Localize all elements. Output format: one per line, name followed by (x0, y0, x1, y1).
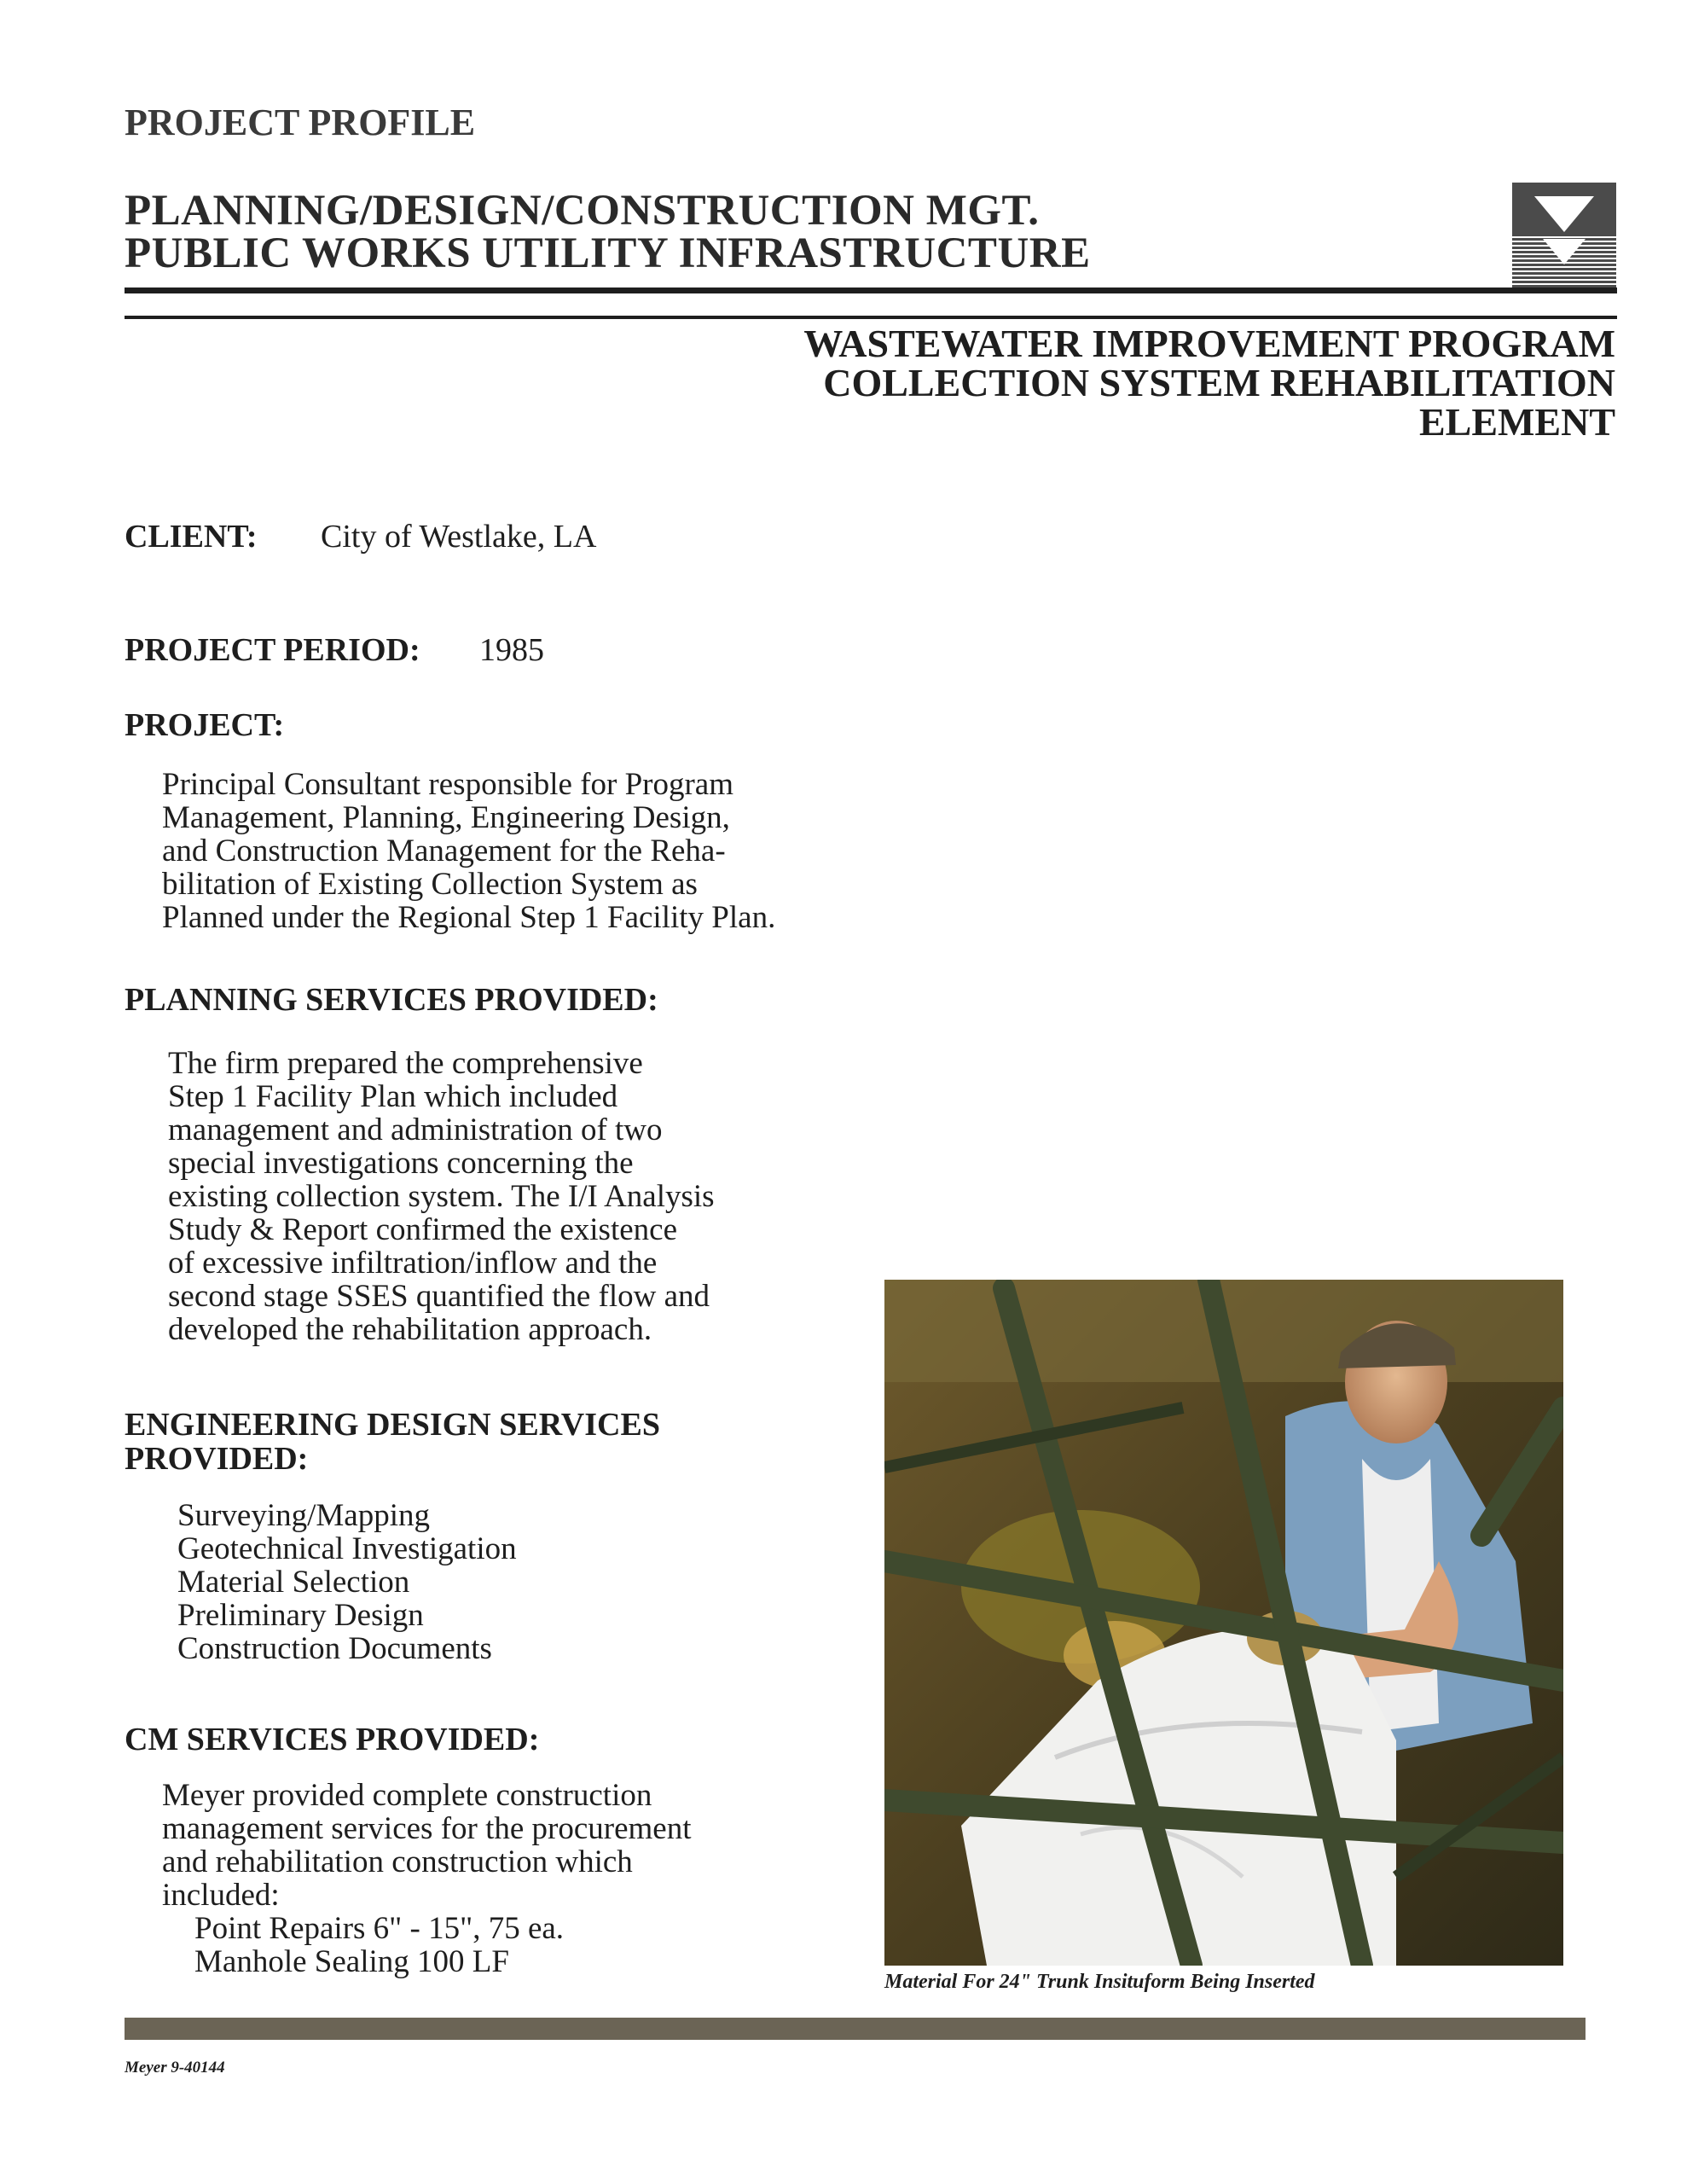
paragraph-line: Principal Consultant responsible for Program (162, 767, 734, 802)
list-item: Construction Documents (177, 1631, 492, 1666)
project-period-value: 1985 (479, 632, 544, 668)
paragraph-line: second stage SSES quantified the flow and (168, 1279, 710, 1314)
paragraph-line: and Construction Management for the Reha- (162, 834, 726, 868)
client-label: CLIENT: (125, 519, 258, 555)
header-rule-thin (125, 316, 1617, 319)
engineering-services-list (177, 1499, 517, 1665)
list-item: Geotechnical Investigation (177, 1531, 517, 1566)
engineering-label-line-2: PROVIDED: (125, 1441, 309, 1477)
project-period-label: PROJECT PERIOD: (125, 632, 420, 668)
engineering-services-label (125, 1408, 660, 1476)
planning-services-description (168, 1047, 715, 1346)
profile-label: PROJECT PROFILE (125, 102, 476, 143)
paragraph-line: of excessive infiltration/inflow and the (168, 1246, 658, 1281)
header-rule-thick (125, 288, 1617, 293)
list-item: Surveying/Mapping (177, 1498, 430, 1533)
list-item: Point Repairs 6" - 15", 75 ea. (194, 1911, 565, 1946)
program-title-line-1: WASTEWATER IMPROVEMENT PROGRAM (803, 322, 1615, 365)
list-item: Preliminary Design (177, 1598, 424, 1633)
paragraph-line: special investigations concerning the (168, 1146, 634, 1181)
footer-rule (125, 2018, 1586, 2040)
paragraph-line: Planned under the Regional Step 1 Facility Plan. (162, 900, 776, 935)
paragraph-line: and rehabilitation construction which (162, 1844, 633, 1879)
cm-services-description (162, 1779, 692, 1978)
paragraph-line: Study & Report confirmed the existence (168, 1212, 677, 1247)
paragraph-line: included: (162, 1878, 280, 1913)
paragraph-line: Management, Planning, Engineering Design, (162, 800, 730, 835)
paragraph-line: Meyer provided complete construction (162, 1778, 652, 1813)
paragraph-line: The firm prepared the comprehensive (168, 1046, 643, 1081)
program-title-line-3: ELEMENT (1418, 400, 1615, 444)
photo-caption: Material For 24" Trunk Insituform Being Inserted (884, 1971, 1315, 1993)
footer-document-code: Meyer 9-40144 (125, 2059, 225, 2077)
list-item: Material Selection (177, 1565, 410, 1600)
paragraph-line: existing collection system. The I/I Analysis (168, 1179, 715, 1214)
client-value: City of Westlake, LA (321, 519, 597, 555)
paragraph-line: bilitation of Existing Collection System as (162, 867, 698, 902)
paragraph-line: developed the rehabilitation approach. (168, 1312, 652, 1347)
construction-photo (884, 1280, 1563, 1966)
header-title-line-2: PUBLIC WORKS UTILITY INFRASTRUCTURE (125, 229, 1091, 277)
project-description (162, 768, 775, 934)
paragraph-line: management services for the procurement (162, 1811, 692, 1846)
planning-services-label: PLANNING SERVICES PROVIDED: (125, 982, 658, 1018)
paragraph-line: management and administration of two (168, 1112, 663, 1147)
paragraph-line: Step 1 Facility Plan which included (168, 1079, 618, 1114)
list-item: Manhole Sealing 100 LF (194, 1944, 509, 1979)
engineering-label-line-1: ENGINEERING DESIGN SERVICES (125, 1407, 660, 1443)
meyer-m-logo-icon (1512, 183, 1616, 288)
project-label: PROJECT: (125, 707, 285, 743)
program-title (803, 324, 1615, 442)
cm-services-label: CM SERVICES PROVIDED: (125, 1722, 540, 1757)
header-title-line-1: PLANNING/DESIGN/CONSTRUCTION MGT. (125, 187, 1040, 235)
program-title-line-2: COLLECTION SYSTEM REHABILITATION (823, 361, 1615, 404)
